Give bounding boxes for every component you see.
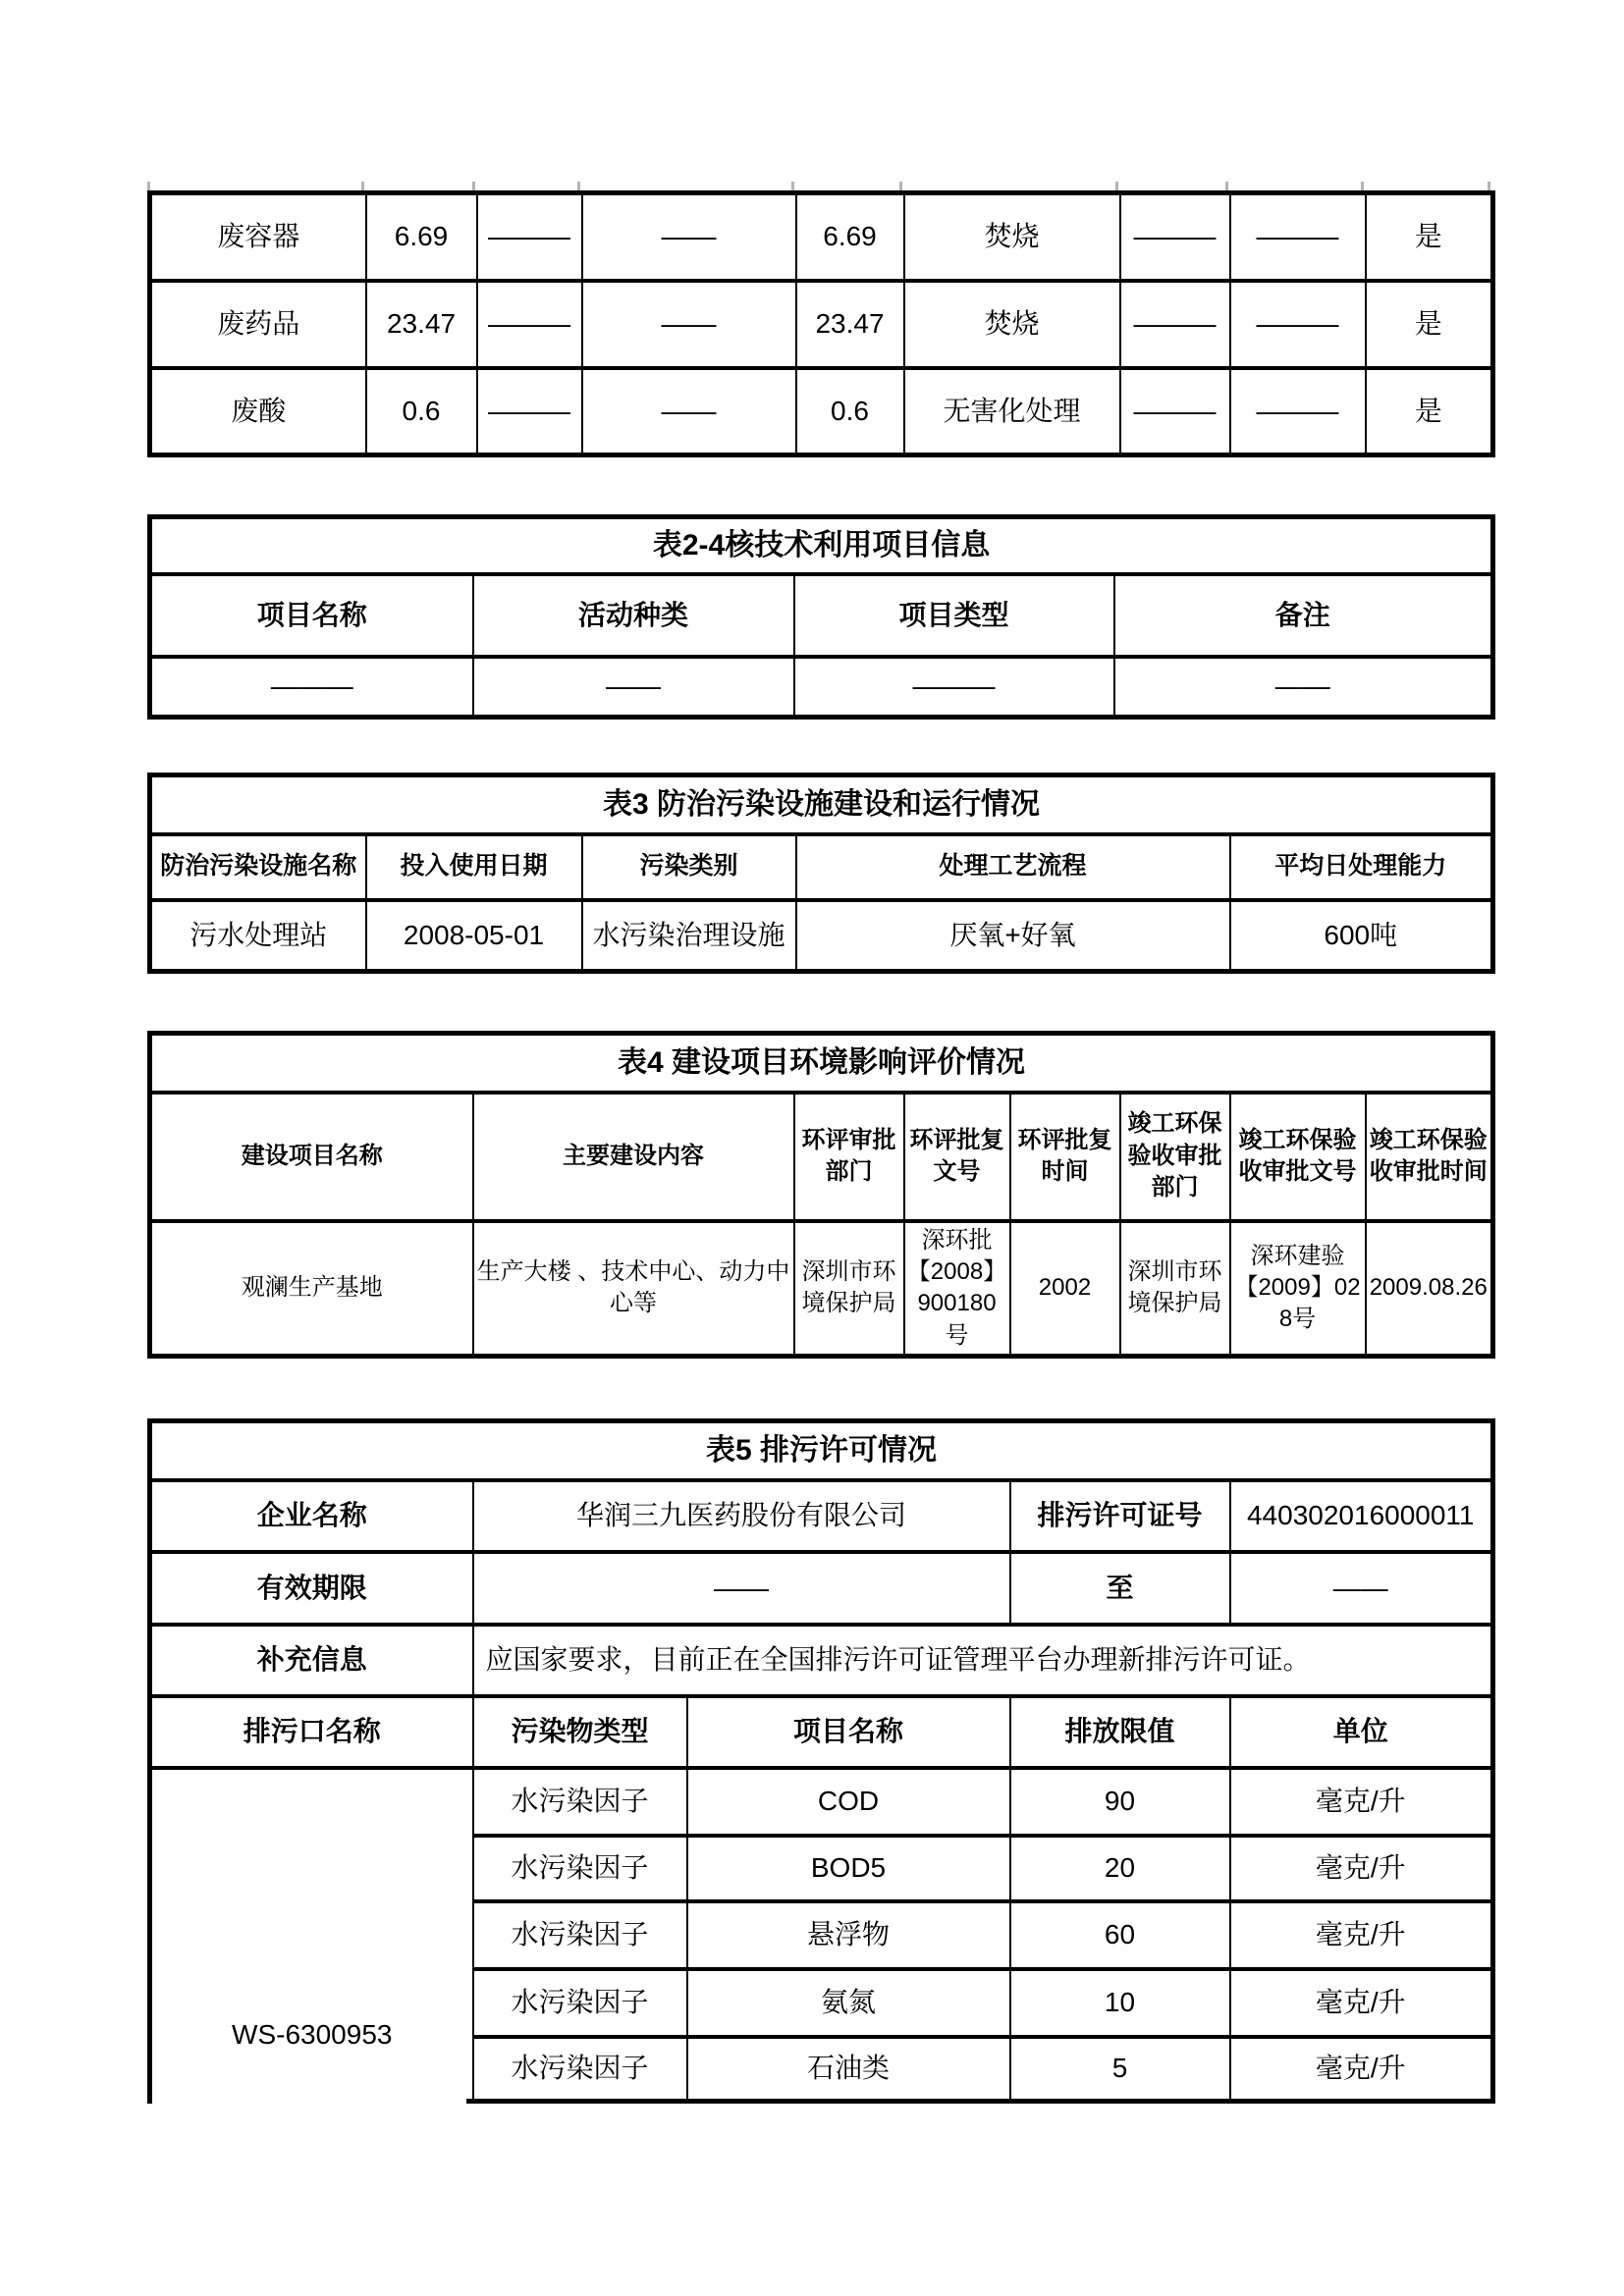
table-cell: 毫克/升 bbox=[1230, 2037, 1493, 2102]
column-header: 项目名称 bbox=[150, 574, 473, 657]
table-cell: 无害化处理 bbox=[904, 368, 1120, 455]
table-cell: ——— bbox=[477, 281, 582, 368]
supplement-label: 补充信息 bbox=[150, 1625, 473, 1696]
table-cell: —— bbox=[473, 657, 794, 718]
table-row bbox=[150, 517, 1493, 574]
column-header: 项目名称 bbox=[687, 1696, 1010, 1768]
permit-number-label: 排污许可证号 bbox=[1010, 1480, 1230, 1552]
continuation-tick bbox=[1115, 182, 1118, 190]
column-header: 平均日处理能力 bbox=[1230, 834, 1493, 900]
table-cell: ——— bbox=[1120, 193, 1230, 281]
continuation-tick bbox=[577, 182, 580, 190]
table-row bbox=[150, 900, 1493, 972]
table-cell: —— bbox=[1114, 657, 1493, 718]
table-title: 表4 建设项目环境影响评价情况 bbox=[150, 1034, 1493, 1093]
table-header-row bbox=[150, 574, 1493, 657]
table-row bbox=[150, 1625, 1493, 1696]
table-cell: 是 bbox=[1366, 281, 1493, 368]
table-cell: 石油类 bbox=[687, 2037, 1010, 2102]
table-cell: 5 bbox=[1010, 2037, 1230, 2102]
table-title: 表3 防治污染设施建设和运行情况 bbox=[150, 775, 1493, 834]
table-header-row bbox=[150, 1093, 1493, 1221]
column-header: 建设项目名称 bbox=[150, 1093, 473, 1221]
continuation-tick bbox=[1361, 182, 1364, 190]
table-cell: ——— bbox=[477, 368, 582, 455]
nuclear-tech-project-table bbox=[147, 514, 1495, 720]
table-row bbox=[150, 193, 1493, 281]
column-header: 竣工环保验收审批文号 bbox=[1230, 1093, 1366, 1221]
column-header: 竣工环保验收审批部门 bbox=[1120, 1093, 1230, 1221]
table-cell: 水污染治理设施 bbox=[582, 900, 796, 972]
table-cell: 23.47 bbox=[796, 281, 904, 368]
table-continuation-gap bbox=[152, 2098, 466, 2105]
column-header: 项目类型 bbox=[794, 574, 1114, 657]
column-header: 单位 bbox=[1230, 1696, 1493, 1768]
table-cell: ——— bbox=[1230, 193, 1366, 281]
column-header: 环评审批部门 bbox=[794, 1093, 904, 1221]
continuation-tick bbox=[147, 182, 150, 190]
table-cell: 废药品 bbox=[150, 281, 366, 368]
column-header: 排放限值 bbox=[1010, 1696, 1230, 1768]
continuation-tick bbox=[899, 182, 902, 190]
permit-number-value: 440302016000011 bbox=[1230, 1480, 1493, 1552]
table-row bbox=[150, 1768, 1493, 1836]
table-cell: 深环建验【2009】028号 bbox=[1230, 1221, 1366, 1357]
table-cell: 污水处理站 bbox=[150, 900, 366, 972]
company-name-value: 华润三九医药股份有限公司 bbox=[473, 1480, 1010, 1552]
table-cell: —— bbox=[582, 193, 796, 281]
table-cell: 深圳市环境保护局 bbox=[1120, 1221, 1230, 1357]
column-header: 污染物类型 bbox=[473, 1696, 687, 1768]
table-cell: COD bbox=[687, 1768, 1010, 1836]
table-cell: 60 bbox=[1010, 1901, 1230, 1969]
column-header: 环评批复时间 bbox=[1010, 1093, 1120, 1221]
table-cell: 2009.08.26 bbox=[1366, 1221, 1493, 1357]
table-cell: 6.69 bbox=[796, 193, 904, 281]
outlet-name-cell: WS-6300953 bbox=[150, 1768, 473, 2102]
table-cell: 2008-05-01 bbox=[366, 900, 582, 972]
table-row bbox=[150, 775, 1493, 834]
column-header: 污染类别 bbox=[582, 834, 796, 900]
continuation-tick bbox=[472, 182, 475, 190]
continuation-tick bbox=[1488, 182, 1490, 190]
table-cell: 是 bbox=[1366, 368, 1493, 455]
table-cell: ——— bbox=[477, 193, 582, 281]
validity-to-label: 至 bbox=[1010, 1552, 1230, 1625]
column-header: 备注 bbox=[1114, 574, 1493, 657]
table-cell: 深环批【2008】900180号 bbox=[904, 1221, 1010, 1357]
table-cell: 水污染因子 bbox=[473, 1768, 687, 1836]
column-header: 防治污染设施名称 bbox=[150, 834, 366, 900]
table-cell: ——— bbox=[1230, 281, 1366, 368]
continuation-tick bbox=[791, 182, 794, 190]
table-cell: 0.6 bbox=[796, 368, 904, 455]
table-cell: 23.47 bbox=[366, 281, 477, 368]
table-cell: ——— bbox=[1230, 368, 1366, 455]
table-cell: 焚烧 bbox=[904, 193, 1120, 281]
table-cell: 废酸 bbox=[150, 368, 366, 455]
table-cell: 深圳市环境保护局 bbox=[794, 1221, 904, 1357]
table-row bbox=[150, 1221, 1493, 1357]
table-title: 表5 排污许可情况 bbox=[150, 1421, 1493, 1480]
hazardous-waste-table-continuation bbox=[147, 190, 1490, 457]
continuation-tick bbox=[1225, 182, 1228, 190]
table-row bbox=[150, 657, 1493, 718]
table-row bbox=[150, 281, 1493, 368]
table-row bbox=[150, 1480, 1493, 1552]
table-cell: 厌氧+好氧 bbox=[796, 900, 1230, 972]
table-cell: 水污染因子 bbox=[473, 2037, 687, 2102]
table-cell: 毫克/升 bbox=[1230, 1768, 1493, 1836]
table-cell: 6.69 bbox=[366, 193, 477, 281]
table-cell: 水污染因子 bbox=[473, 1969, 687, 2037]
column-header: 活动种类 bbox=[473, 574, 794, 657]
table-cell: 20 bbox=[1010, 1836, 1230, 1901]
table-cell: 氨氮 bbox=[687, 1969, 1010, 2037]
table-row bbox=[150, 368, 1493, 455]
column-header: 竣工环保验收审批时间 bbox=[1366, 1093, 1493, 1221]
table-cell: 焚烧 bbox=[904, 281, 1120, 368]
continuation-tick bbox=[361, 182, 364, 190]
pollution-control-facility-table bbox=[147, 773, 1495, 974]
validity-to-value: —— bbox=[1230, 1552, 1493, 1625]
table-header-row bbox=[150, 834, 1493, 900]
table-cell: 悬浮物 bbox=[687, 1901, 1010, 1969]
table-cell: ——— bbox=[150, 657, 473, 718]
table-cell: BOD5 bbox=[687, 1836, 1010, 1901]
supplement-value: 应国家要求，目前正在全国排污许可证管理平台办理新排污许可证。 bbox=[473, 1625, 1493, 1696]
table-cell: 是 bbox=[1366, 193, 1493, 281]
table-cell: 2002 bbox=[1010, 1221, 1120, 1357]
column-header: 处理工艺流程 bbox=[796, 834, 1230, 900]
discharge-permit-table bbox=[147, 1418, 1490, 2104]
table-cell: 毫克/升 bbox=[1230, 1836, 1493, 1901]
table-cell: 600吨 bbox=[1230, 900, 1493, 972]
table-row bbox=[150, 1034, 1493, 1093]
company-name-label: 企业名称 bbox=[150, 1480, 473, 1552]
table-cell: 10 bbox=[1010, 1969, 1230, 2037]
table-cell: 生产大楼 、技术中心、动力中心等 bbox=[473, 1221, 794, 1357]
table-cell: —— bbox=[582, 281, 796, 368]
table-cell: 90 bbox=[1010, 1768, 1230, 1836]
table-row bbox=[150, 1421, 1493, 1480]
table-cell: ——— bbox=[1120, 281, 1230, 368]
table-header-row bbox=[150, 1696, 1493, 1768]
column-header: 环评批复文号 bbox=[904, 1093, 1010, 1221]
table-cell: —— bbox=[582, 368, 796, 455]
table-cell: 毫克/升 bbox=[1230, 1969, 1493, 2037]
table-cell: ——— bbox=[794, 657, 1114, 718]
column-header: 投入使用日期 bbox=[366, 834, 582, 900]
table-cell: 水污染因子 bbox=[473, 1901, 687, 1969]
table-cell: 水污染因子 bbox=[473, 1836, 687, 1901]
table-cell: 毫克/升 bbox=[1230, 1901, 1493, 1969]
validity-period-label: 有效期限 bbox=[150, 1552, 473, 1625]
table-row bbox=[150, 1552, 1493, 1625]
table-title: 表2-4核技术利用项目信息 bbox=[150, 517, 1493, 574]
eia-table bbox=[147, 1031, 1495, 1359]
table-cell: 0.6 bbox=[366, 368, 477, 455]
validity-from-value: —— bbox=[473, 1552, 1010, 1625]
column-header: 排污口名称 bbox=[150, 1696, 473, 1768]
table-cell: 废容器 bbox=[150, 193, 366, 281]
table-cell: 观澜生产基地 bbox=[150, 1221, 473, 1357]
column-header: 主要建设内容 bbox=[473, 1093, 794, 1221]
table-cell: ——— bbox=[1120, 368, 1230, 455]
